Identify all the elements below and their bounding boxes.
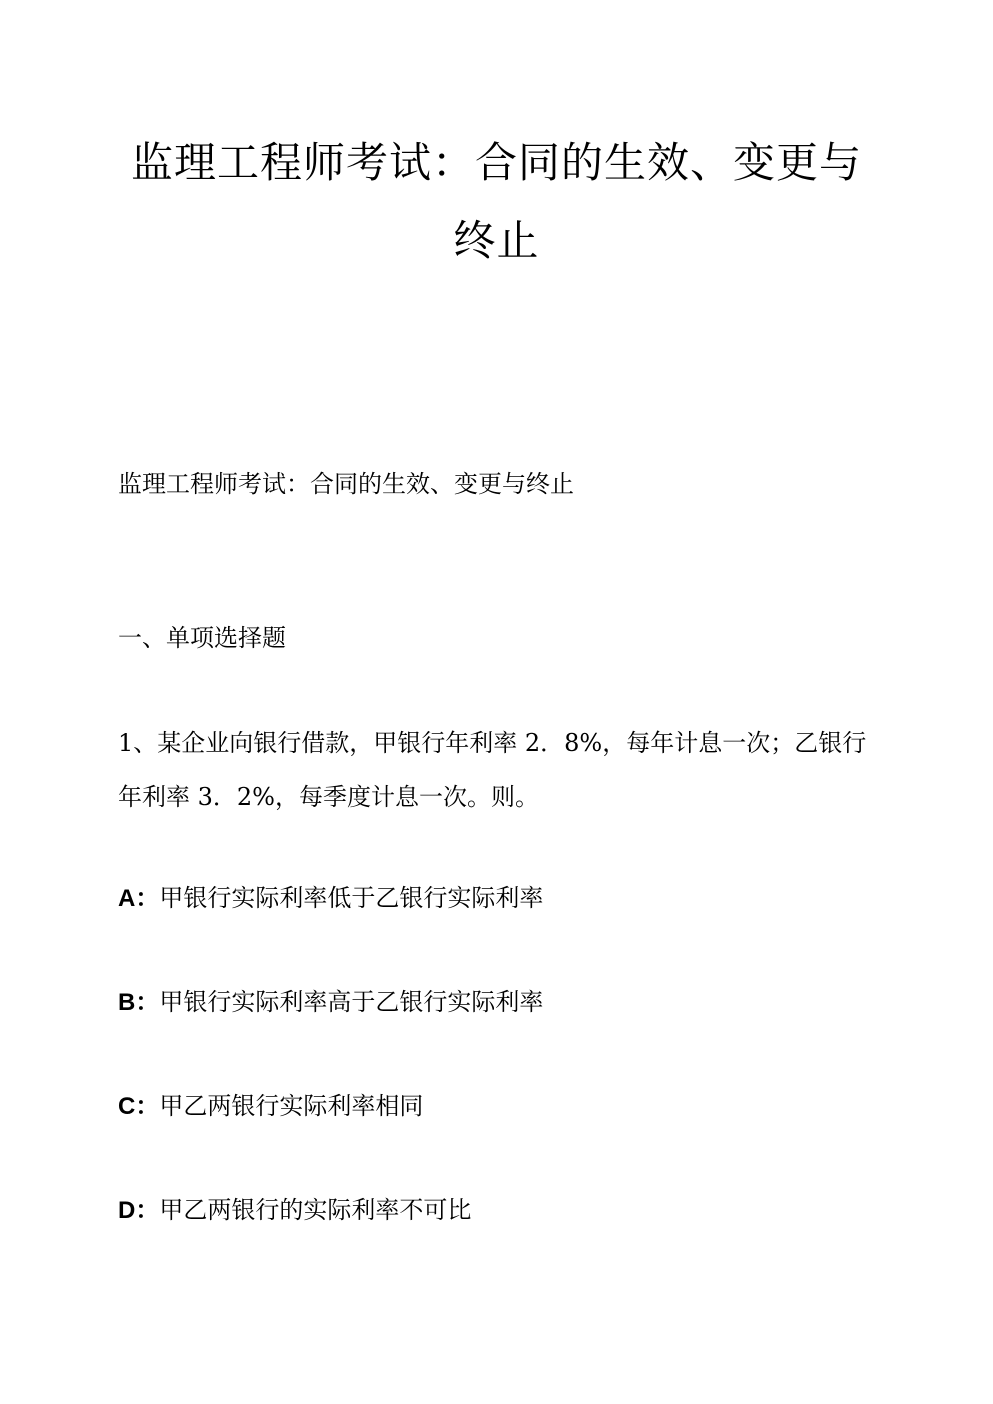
- option-b: [118, 975, 878, 1030]
- question-1-text: 1、某企业向银行借款，甲银行年利率 2．8%，每年计息一次；乙银行年利率 3．2%，每季度计息一次。则。: [118, 729, 867, 811]
- option-b-label: B：: [118, 989, 160, 1016]
- option-c: [118, 1079, 878, 1134]
- option-a-text: 甲银行实际利率低于乙银行实际利率: [159, 884, 544, 912]
- option-a-label: A：: [118, 885, 160, 912]
- section-heading: 一、单项选择题: [118, 624, 286, 652]
- document-title: [90, 124, 903, 280]
- option-c-text: 甲乙两银行实际利率相同: [159, 1092, 424, 1120]
- document-title-line-1: 监理工程师考试：合同的生效、变更与: [130, 138, 862, 187]
- option-d-text: 甲乙两银行的实际利率不可比: [159, 1196, 472, 1224]
- document-subtitle: 监理工程师考试：合同的生效、变更与终止: [118, 470, 574, 498]
- option-d: [118, 1183, 878, 1238]
- document-title-line-2: 终止: [453, 216, 540, 265]
- option-c-label: C：: [118, 1093, 160, 1120]
- option-a: [118, 871, 878, 926]
- option-d-label: D：: [118, 1197, 160, 1224]
- option-b-text: 甲银行实际利率高于乙银行实际利率: [159, 988, 544, 1016]
